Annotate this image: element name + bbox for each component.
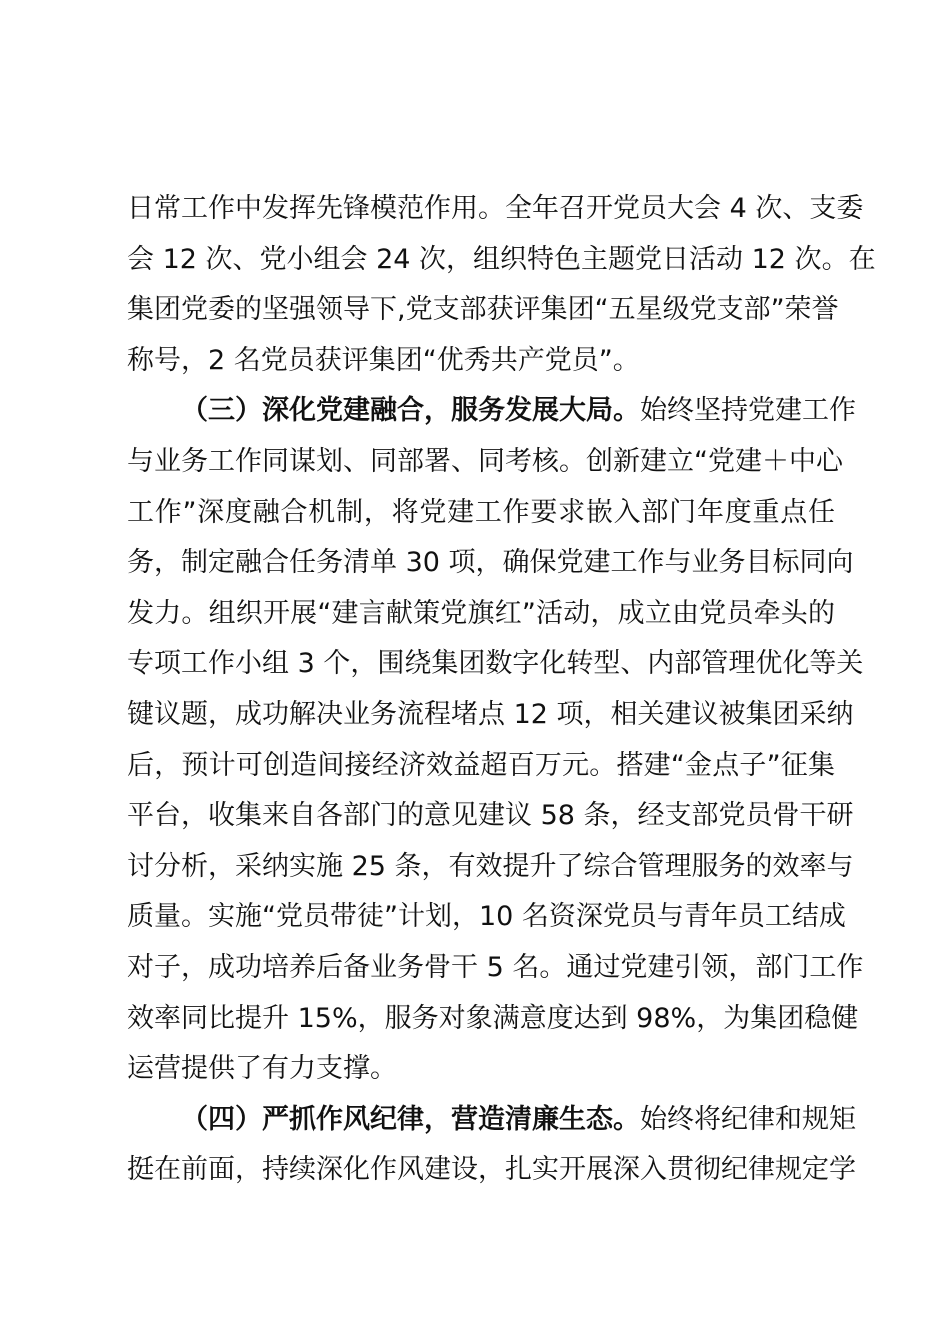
- paragraph-line: 发力。组织开展“建言献策党旗红”活动，成立由党员牵头的: [127, 597, 835, 629]
- paragraph-line: 运营提供了有力支撑。: [127, 1053, 397, 1085]
- section-heading-3: （三）深化党建融合，服务发展大局。: [181, 395, 640, 427]
- document-page: [127, 184, 876, 1196]
- paragraph-line: 务，制定融合任务清单 30 项，确保党建工作与业务目标同向: [127, 547, 854, 579]
- section-heading-line: [127, 386, 856, 437]
- paragraph-line: 与业务工作同谋划、同部署、同考核。创新建立“党建＋中心: [127, 445, 843, 477]
- section-heading-line: [127, 1095, 856, 1146]
- paragraph-line: 键议题，成功解决业务流程堵点 12 项，相关建议被集团采纳: [127, 698, 854, 730]
- paragraph-line: 专项工作小组 3 个，围绕集团数字化转型、内部管理优化等关: [127, 648, 864, 680]
- paragraph-text: 始终将纪律和规矩: [640, 1103, 856, 1135]
- paragraph-line: 集团党委的坚强领导下,党支部获评集团“五星级党支部”荣誉: [127, 294, 839, 326]
- paragraph-line: 日常工作中发挥先锋模范作用。全年召开党员大会 4 次、支委: [127, 193, 864, 224]
- paragraph-line: 平台，收集来自各部门的意见建议 58 条，经支部党员骨干研: [127, 800, 854, 832]
- paragraph-line: 效率同比提升 15%，服务对象满意度达到 98%，为集团稳健: [127, 1002, 859, 1034]
- paragraph-line: 工作”深度融合机制，将党建工作要求嵌入部门年度重点任: [127, 496, 835, 528]
- paragraph-line: 会 12 次、党小组会 24 次，组织特色主题党日活动 12 次。在: [127, 243, 876, 275]
- paragraph-text: 始终坚持党建工作: [640, 395, 856, 427]
- paragraph-line: 挺在前面，持续深化作风建设，扎实开展深入贯彻纪律规定学: [127, 1154, 856, 1186]
- section-heading-4: （四）严抓作风纪律，营造清廉生态。: [181, 1103, 640, 1135]
- paragraph-line: 质量。实施“党员带徒”计划，10 名资深党员与青年员工结成: [127, 901, 846, 933]
- paragraph-line: 对子，成功培养后备业务骨干 5 名。通过党建引领，部门工作: [127, 951, 864, 983]
- paragraph-line: 称号，2 名党员获评集团“优秀共产党员”。: [127, 344, 640, 376]
- paragraph-line: 后，预计可创造间接经济效益超百万元。搭建“金点子”征集: [127, 749, 835, 781]
- paragraph-line: 讨分析，采纳实施 25 条，有效提升了综合管理服务的效率与: [127, 850, 854, 882]
